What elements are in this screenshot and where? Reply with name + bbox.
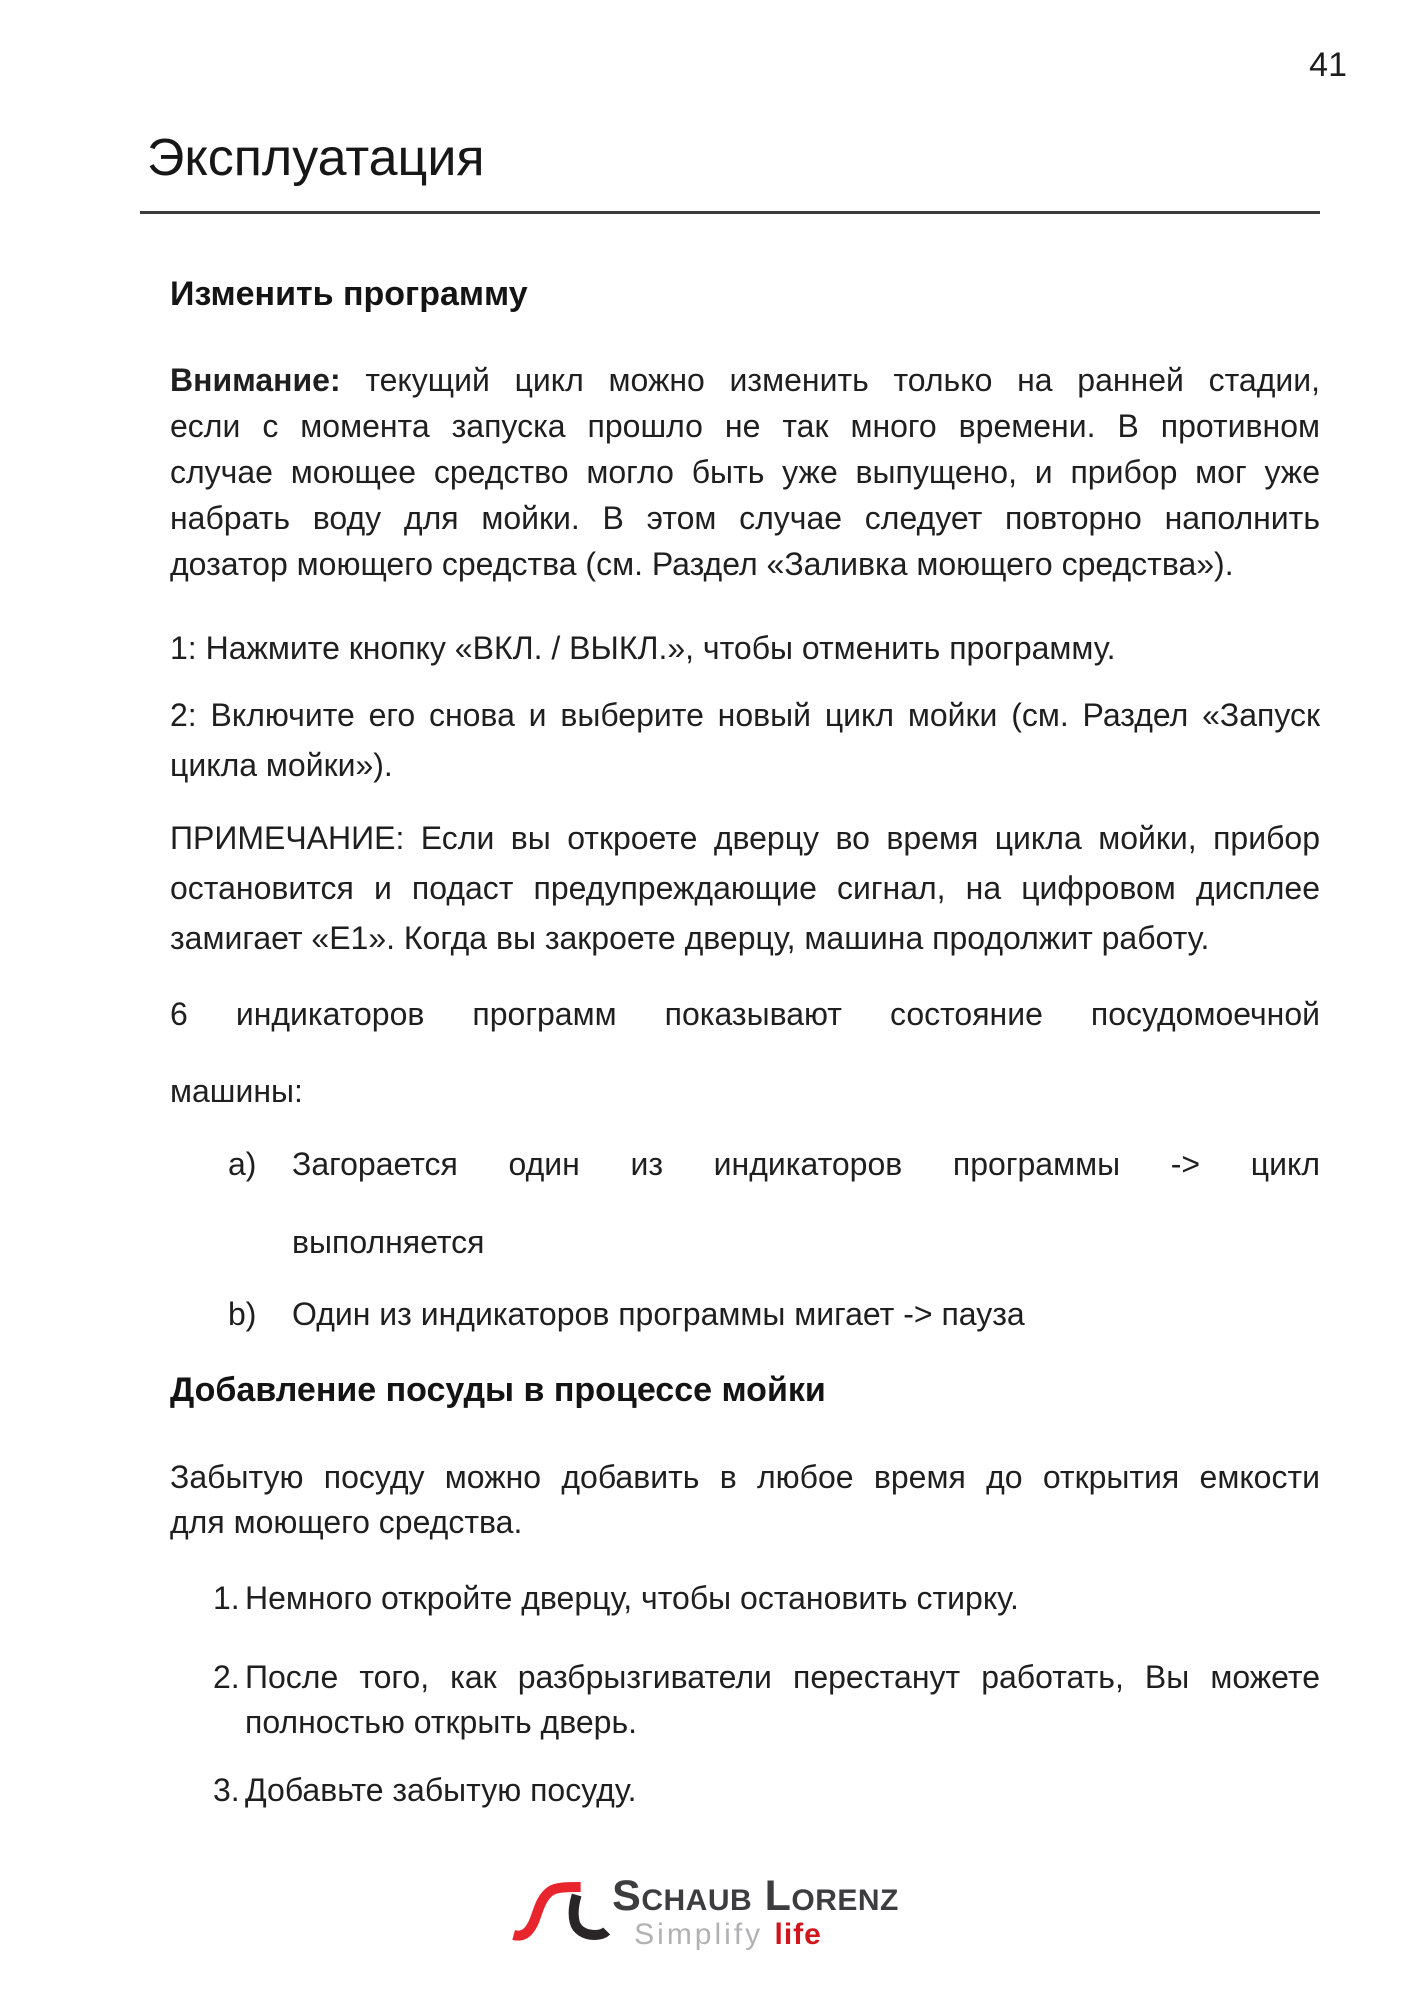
attention-first-line	[170, 357, 1320, 403]
brand-name: Schaub Lorenz	[612, 1872, 899, 1920]
list-marker-a: a)	[228, 1146, 257, 1182]
brand-text-block	[612, 1872, 899, 1951]
attention-lead: Внимание:	[170, 362, 341, 398]
schaub-lorenz-mark-icon	[510, 1876, 610, 1944]
list-item-a-text: Загорается один из индикаторов программы -> цикл выполняется	[292, 1146, 1320, 1260]
section-heading-change-program: Изменить программу	[170, 275, 528, 313]
paragraph-note: ПРИМЕЧАНИЕ: Если вы откроете дверцу во время цикла мойки, прибор остановится и подаст предупреждающие сигнал, на цифровом дисплее замигает «Е1». Когда вы закроете дверцу, машина продолжит работу.	[170, 820, 1320, 956]
list-marker-b: b)	[228, 1296, 257, 1332]
brand-tagline	[634, 1920, 899, 1950]
attention-line1-rest: текущий цикл можно изменить только на ранней стадии,	[340, 362, 1320, 398]
paragraph-step1: 1: Нажмите кнопку «ВКЛ. / ВЫКЛ.», чтобы отменить программу.	[170, 630, 1116, 666]
page-title: Эксплуатация	[147, 129, 485, 187]
step-marker-2: 2.	[213, 1659, 240, 1695]
step-marker-1: 1.	[213, 1580, 240, 1616]
step-1-text: Немного откройте дверцу, чтобы остановить стирку.	[245, 1580, 1019, 1616]
paragraph-forgotten-dishes: Забытую посуду можно добавить в любое время до открытия емкости для моющего средства.	[170, 1459, 1320, 1540]
paragraph-attention	[170, 357, 1320, 587]
paragraph-indicators: 6 индикаторов программ показывают состояние посудомоечной машины:	[170, 996, 1320, 1109]
numbered-step-3	[170, 1768, 1320, 1813]
tagline-simplify: Simplify	[634, 1918, 775, 1951]
page-number: 41	[1309, 46, 1347, 84]
tagline-life: life	[774, 1918, 822, 1951]
list-item-b-text: Один из индикаторов программы мигает -> пауза	[292, 1296, 1025, 1332]
paragraph-step2: 2: Включите его снова и выберите новый цикл мойки (см. Раздел «Запуск цикла мойки»).	[170, 697, 1320, 783]
section-heading-add-dishes: Добавление посуды в процессе мойки	[170, 1371, 826, 1409]
numbered-step-1	[170, 1576, 1320, 1621]
numbered-step-2	[170, 1655, 1320, 1745]
list-item-a	[170, 1125, 1320, 1281]
step-2-text: После того, как разбрызгиватели перестанут работать, Вы можете полностью открыть дверь.	[245, 1659, 1320, 1740]
list-item-b	[170, 1275, 1320, 1353]
attention-rest-lines: если с момента запуска прошло не так много времени. В противном случае моющее средство могло быть уже выпущено, и прибор мог уже набрать воду для мойки. В этом случае следует повторно наполнить дозатор моющего средства (см. Раздел «Заливка моющего средства»).	[170, 408, 1320, 582]
title-underline	[140, 211, 1320, 214]
brand-logo	[510, 1872, 899, 1951]
step-3-text: Добавьте забытую посуду.	[245, 1772, 637, 1808]
step-marker-3: 3.	[213, 1772, 240, 1808]
